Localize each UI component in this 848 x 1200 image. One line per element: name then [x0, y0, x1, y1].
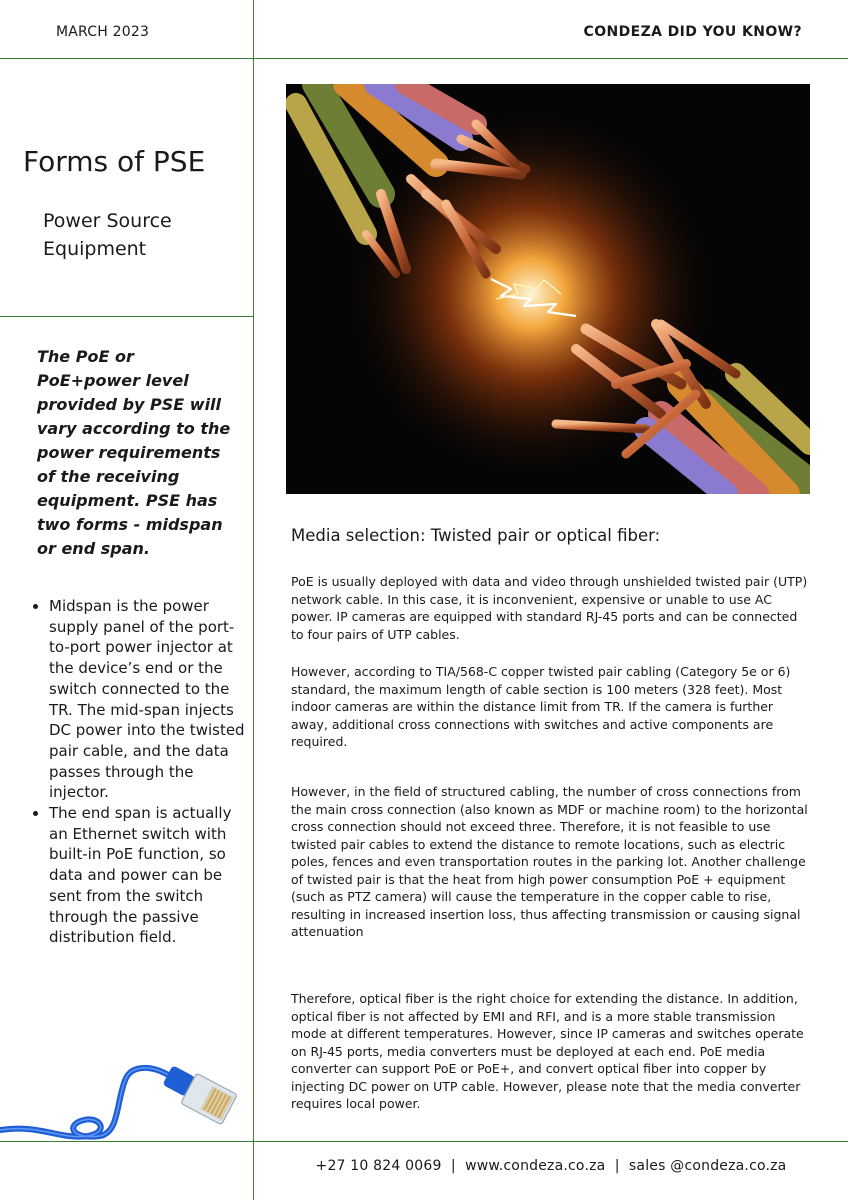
- copper-wires-spark-image: [286, 84, 810, 494]
- sidebar-title-rule: [0, 316, 254, 317]
- page-title: Forms of PSE: [23, 145, 206, 178]
- paragraph: However, in the field of structured cabling, the number of cross connections from the main cross connection (also known as MDF or machine room) to the horizontal cross connection should not exceed three. Therefore, it is not feasible to use twisted pair cables to extend the distance to remote locations, such as electric poles, fences and even transportation routes in the parking lot. Another challenge of twisted pair is that the heat from high power consumption PoE + equipment (such as PTZ camera) will cause the temperature in the copper cable to rise, resulting in increased insertion loss, thus affecting transmission or causing signal attenuation: [291, 784, 808, 939]
- issue-date: MARCH 2023: [56, 24, 150, 40]
- newsletter-title: CONDEZA DID YOU KNOW?: [583, 24, 802, 40]
- list-item: • Midspan is the power supply panel of the port-to-port power injector at the device’s end or the switch connected to the TR. The mid-span injects DC power into the twisted pair cable, and the data passes through the injector.: [49, 596, 254, 803]
- list-item: • The end span is actually an Ethernet switch with built-in PoE function, so data and power can be sent from the switch through the passive distribution field.: [49, 803, 254, 948]
- page-subtitle: Power Source Equipment: [43, 210, 172, 260]
- section-heading: Media selection: Twisted pair or optical fiber:: [291, 526, 661, 545]
- paragraph: Therefore, optical fiber is the right choice for extending the distance. In addition, optical fiber is not affected by EMI and RFI, and is a more stable transmission mode at different temperatures. However, since IP cameras and switches operate on RJ-45 ports, media converters must be deployed at each end. PoE media converter can support PoE or PoE+, and convert optical fiber into copper by injecting DC power on UTP cable. However, please note that the media converter requires local power.: [291, 991, 804, 1111]
- footer-rule: [0, 1141, 848, 1142]
- paragraph: However, according to TIA/568-C copper twisted pair cabling (Category 5e or 6) standard, the maximum length of cable section is 100 meters (328 feet). Most indoor cameras are within the distance limit from TR. If the camera is further away, additional cross connections with switches and active components are required.: [291, 664, 791, 749]
- header-rule: [0, 58, 848, 59]
- sidebar-intro: The PoE or PoE+power level provided by PSE will vary according to the power requirements of the receiving equipment. PSE has two forms - midspan or end span.: [37, 347, 231, 558]
- footer-contact: +27 10 824 0069 | www.condeza.co.za | sales @condeza.co.za: [315, 1158, 787, 1174]
- ethernet-cable-image: [0, 1060, 254, 1141]
- paragraph: PoE is usually deployed with data and video through unshielded twisted pair (UTP) network cable. In this case, it is inconvenient, expensive or unable to use AC power. IP cameras are equipped with standard RJ-45 ports and can be connected to four pairs of UTP cables.: [291, 574, 808, 642]
- pse-forms-list: [18, 596, 254, 948]
